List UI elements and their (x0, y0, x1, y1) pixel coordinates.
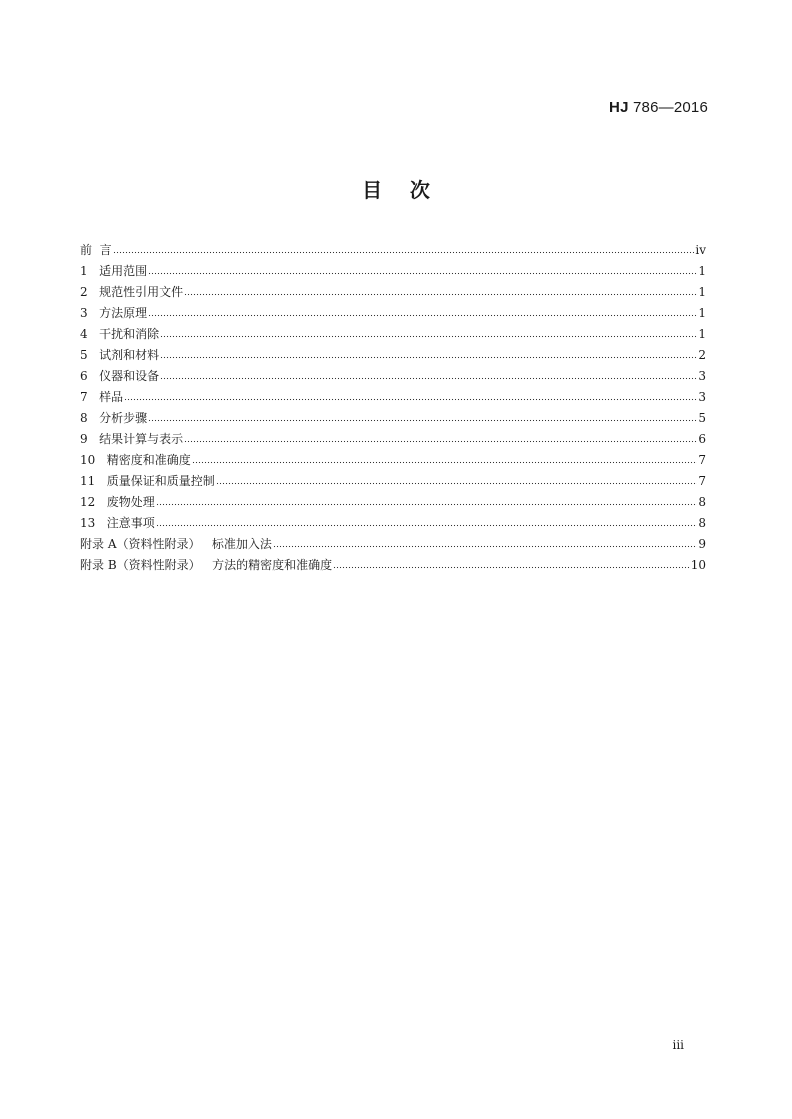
toc-entry[interactable] (80, 341, 706, 362)
toc-entry-label: 2 规范性引用文件 (80, 285, 184, 299)
toc-entry-label: 4 干扰和消除 (80, 327, 160, 341)
toc-entry-label: 9 结果计算与表示 (80, 432, 184, 446)
toc-dot-leader (184, 440, 697, 443)
toc-entry-page: iv (695, 243, 706, 257)
toc-entry[interactable] (80, 530, 706, 551)
toc-entry-page: 1 (698, 327, 706, 341)
table-of-contents (80, 236, 706, 572)
toc-entry-label: 10 精密度和准确度 (80, 453, 191, 467)
toc-entry-page: 3 (698, 369, 706, 383)
toc-dot-leader (160, 356, 697, 359)
toc-dot-leader (160, 335, 697, 338)
document-code-number: 786—2016 (633, 99, 708, 116)
toc-entry[interactable] (80, 446, 706, 467)
toc-entry[interactable] (80, 425, 706, 446)
toc-entry-label: 11 质量保证和质量控制 (80, 474, 215, 488)
toc-entry-page: 9 (698, 537, 706, 551)
toc-entry[interactable] (80, 488, 706, 509)
toc-entry[interactable] (80, 509, 706, 530)
toc-entry-page: 10 (690, 558, 706, 572)
toc-dot-leader (192, 461, 698, 464)
toc-entry[interactable] (80, 362, 706, 383)
toc-dot-leader (333, 566, 690, 569)
toc-entry-label: 7 样品 (80, 390, 124, 404)
toc-entry[interactable] (80, 551, 706, 572)
toc-entry[interactable] (80, 404, 706, 425)
toc-title: 目 次 (362, 178, 430, 202)
document-code (609, 99, 708, 116)
toc-entry[interactable] (80, 257, 706, 278)
toc-entry-label: 12 废物处理 (80, 495, 155, 509)
toc-entry-page: 8 (698, 495, 706, 509)
toc-entry-label: 5 试剂和材料 (80, 348, 160, 362)
toc-entry-label: 前 言 (80, 243, 112, 257)
toc-entry-page: 1 (698, 306, 706, 320)
toc-dot-leader (148, 272, 697, 275)
toc-dot-leader (124, 398, 697, 401)
toc-entry[interactable] (80, 467, 706, 488)
toc-entry-page: 8 (698, 516, 706, 530)
toc-entry-page: 6 (698, 432, 706, 446)
document-code-prefix: HJ (609, 99, 629, 116)
toc-entry[interactable] (80, 383, 706, 404)
toc-entry-label: 1 适用范围 (80, 264, 148, 278)
page-number: iii (672, 1038, 684, 1052)
toc-entry[interactable] (80, 299, 706, 320)
toc-entry-label: 13 注意事项 (80, 516, 155, 530)
toc-dot-leader (156, 503, 698, 506)
toc-entry-page: 5 (698, 411, 706, 425)
toc-entry[interactable] (80, 278, 706, 299)
toc-dot-leader (113, 251, 695, 254)
toc-entry-page: 1 (698, 264, 706, 278)
toc-dot-leader (160, 377, 697, 380)
toc-dot-leader (273, 545, 697, 548)
toc-entry-label: 附录 B（资料性附录） 方法的精密度和准确度 (80, 558, 333, 572)
toc-entry-label: 附录 A（资料性附录） 标准加入法 (80, 537, 272, 551)
toc-entry[interactable] (80, 320, 706, 341)
toc-dot-leader (148, 314, 697, 317)
toc-dot-leader (184, 293, 697, 296)
toc-entry-page: 3 (698, 390, 706, 404)
toc-entry-page: 2 (698, 348, 706, 362)
toc-dot-leader (216, 482, 698, 485)
toc-entry-page: 7 (698, 453, 706, 467)
toc-entry-label: 3 方法原理 (80, 306, 148, 320)
toc-entry-page: 7 (698, 474, 706, 488)
toc-entry-label: 8 分析步骤 (80, 411, 148, 425)
toc-entry-label: 6 仪器和设备 (80, 369, 160, 383)
toc-dot-leader (156, 524, 698, 527)
toc-dot-leader (148, 419, 697, 422)
toc-entry[interactable] (80, 236, 706, 257)
toc-entry-page: 1 (698, 285, 706, 299)
